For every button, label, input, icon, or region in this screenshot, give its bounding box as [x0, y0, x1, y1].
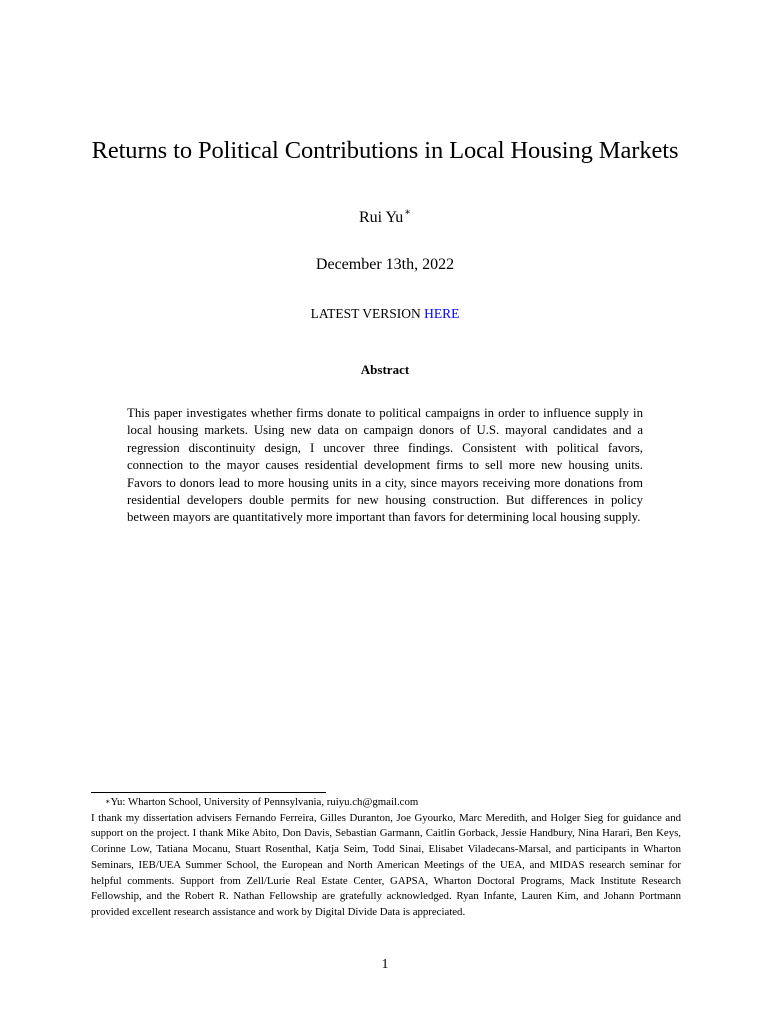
paper-date: December 13th, 2022 — [315, 256, 455, 273]
latest-version-link[interactable]: HERE — [424, 306, 460, 321]
footnote — [91, 795, 681, 921]
author-footnote-mark: ∗ — [404, 207, 412, 218]
abstract-heading: Abstract — [360, 362, 410, 377]
page-number: 1 — [381, 957, 389, 972]
footnote-affiliation: Yu: Wharton School, University of Pennsylvania, ruiyu.ch@gmail.com — [110, 796, 419, 808]
footnote-acknowledgments: I thank my dissertation advisers Fernando Ferreira, Gilles Duranton, Joe Gyourko, Marc Meredith, and Holger Sieg for guidance and support on the project. I thank Mike Abito, Don Davis, Sebastian Garmann, Caitlin Gorback, Jessie Handbury, Nina Harari, Ben Keys, Corinne Low, Tatiana Mocanu, Stuart Rosenthal, Katja Seim, Todd Sinai, Elisabet Viladecans-Marsal, and participants in Wharton Seminars, IEB/UEA Summer School, the European and North American Meetings of the UEA, and MIDAS research seminar for helpful comments. Support from Zell/Lurie Real Estate Center, GAPSA, Wharton Doctoral Programs, Mack Institute Research Fellowship, and the Robert R. Nathan Fellowship are gratefully acknowledged. Ryan Infante, Lauren Kim, and Johann Portmann provided excellent research assistance and work by Digital Divide Data is appreciated. — [91, 811, 681, 918]
latest-version-label: LATEST VERSION — [310, 306, 421, 321]
footnote-divider — [91, 792, 326, 793]
footnote-mark: ∗ — [105, 797, 111, 806]
paper-title: Returns to Political Contributions in Local Housing Markets — [91, 137, 679, 164]
author-name: Rui Yu — [358, 209, 404, 226]
abstract-text: This paper investigates whether firms donate to political campaigns in order to influence supply in local housing markets. Using new data on campaign donors of U.S. mayoral candidates and a regression discontinuity design, I uncover three findings. Consistent with political favors, connection to the mayor causes residential development firms to sell more new housing units. Favors to donors lead to more housing units in a city, since mayors receiving more donations from residential developers double permits for new housing construction. But differences in policy between mayors are quantitatively more important than favors for determining local housing supply. — [127, 406, 643, 525]
author-line — [0, 209, 770, 227]
latest-version-line — [0, 306, 770, 322]
footnote-affiliation-line — [91, 795, 681, 811]
